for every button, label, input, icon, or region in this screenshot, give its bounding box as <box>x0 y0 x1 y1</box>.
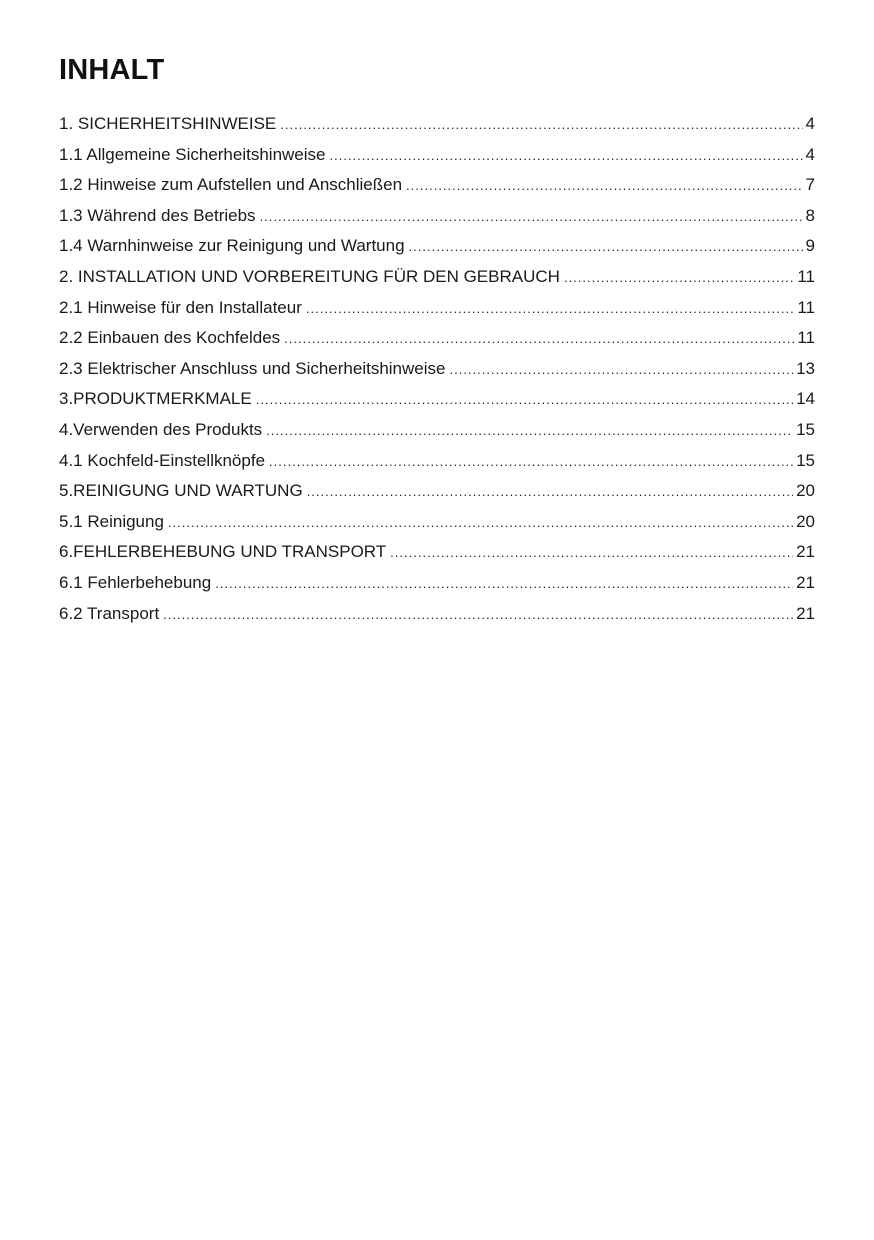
toc-entry-label: 3.PRODUKTMERKMALE <box>59 389 252 409</box>
toc-entry-1-3[interactable] <box>59 201 815 232</box>
toc-dot-leader <box>564 263 794 293</box>
toc-entry-label: 1.3 Während des Betriebs <box>59 205 256 225</box>
toc-dot-leader <box>163 600 793 630</box>
toc-entry-page: 11 <box>797 297 815 317</box>
toc-entry-label: 2.3 Elektrischer Anschluss und Sicherheitshinweise <box>59 358 446 378</box>
toc-entry-label: 4.Verwenden des Produkts <box>59 419 263 439</box>
toc-dot-leader <box>409 232 803 262</box>
toc-entry-page: 13 <box>796 358 815 378</box>
toc-dot-leader <box>269 447 793 477</box>
toc-entry-3[interactable] <box>59 384 815 415</box>
toc-dot-leader <box>256 385 793 415</box>
toc-entry-2[interactable] <box>59 262 815 293</box>
toc-entry-label: 5.REINIGUNG UND WARTUNG <box>59 481 303 501</box>
toc-entry-2-3[interactable] <box>59 354 815 385</box>
toc-entry-label: 5.1 Reinigung <box>59 511 164 531</box>
toc-entry-page: 11 <box>797 266 815 286</box>
toc-dot-leader <box>390 538 793 568</box>
toc-dot-leader <box>406 171 803 201</box>
toc-entry-label: 1. SICHERHEITSHINWEISE <box>59 114 277 133</box>
toc-entry-1[interactable] <box>59 109 815 140</box>
toc-entry-page: 11 <box>797 328 815 348</box>
toc-entry-page: 4 <box>805 114 815 133</box>
toc-entry-page: 14 <box>796 389 815 409</box>
toc-entry-6[interactable] <box>59 537 815 568</box>
toc-entry-2-1[interactable] <box>59 293 815 324</box>
toc-dot-leader <box>168 508 793 538</box>
toc-entry-page: 20 <box>796 511 815 531</box>
toc-entry-page: 15 <box>796 419 815 439</box>
toc-entry-label: 6.1 Fehlerbehebung <box>59 572 212 592</box>
toc-entry-4[interactable] <box>59 415 815 446</box>
toc-entry-page: 8 <box>805 205 815 225</box>
toc-entry-6-1[interactable] <box>59 568 815 599</box>
toc-dot-leader <box>280 110 802 140</box>
toc-dot-leader <box>449 355 793 385</box>
toc-entry-page: 15 <box>796 450 815 470</box>
toc-entry-page: 9 <box>805 236 815 256</box>
toc-entry-page: 21 <box>796 603 815 623</box>
toc-entry-label: 4.1 Kochfeld-Einstellknöpfe <box>59 450 266 470</box>
toc-entry-page: 21 <box>796 542 815 562</box>
toc-entry-label: 1.2 Hinweise zum Aufstellen und Anschließen <box>59 175 403 195</box>
toc-entry-page: 4 <box>805 144 815 164</box>
toc-entry-2-2[interactable] <box>59 323 815 354</box>
table-of-contents <box>59 109 815 629</box>
toc-entry-label: 1.4 Warnhinweise zur Reinigung und Wartung <box>59 236 405 256</box>
toc-entry-page: 21 <box>796 572 815 592</box>
toc-dot-leader <box>284 324 794 354</box>
toc-entry-1-2[interactable] <box>59 170 815 201</box>
toc-entry-label: 2.2 Einbauen des Kochfeldes <box>59 328 281 348</box>
toc-entry-5[interactable] <box>59 476 815 507</box>
toc-dot-leader <box>215 569 793 599</box>
toc-entry-1-4[interactable] <box>59 231 815 262</box>
toc-entry-4-1[interactable] <box>59 446 815 477</box>
toc-entry-6-2[interactable] <box>59 599 815 630</box>
page-title: INHALT <box>59 54 165 86</box>
toc-entry-label: 2.1 Hinweise für den Installateur <box>59 297 302 317</box>
toc-entry-label: 6.2 Transport <box>59 603 160 623</box>
toc-entry-page: 20 <box>796 481 815 501</box>
toc-entry-page: 7 <box>805 175 815 195</box>
toc-dot-leader <box>306 294 794 324</box>
toc-dot-leader <box>307 477 793 507</box>
toc-entry-1-1[interactable] <box>59 140 815 171</box>
toc-entry-5-1[interactable] <box>59 507 815 538</box>
toc-dot-leader <box>330 141 803 171</box>
toc-dot-leader <box>266 416 793 446</box>
toc-dot-leader <box>260 202 803 232</box>
toc-entry-label: 2. INSTALLATION UND VORBEREITUNG FÜR DEN GEBRAUCH <box>59 266 560 286</box>
toc-entry-label: 6.FEHLERBEHEBUNG UND TRANSPORT <box>59 542 387 562</box>
toc-entry-label: 1.1 Allgemeine Sicherheitshinweise <box>59 144 326 164</box>
